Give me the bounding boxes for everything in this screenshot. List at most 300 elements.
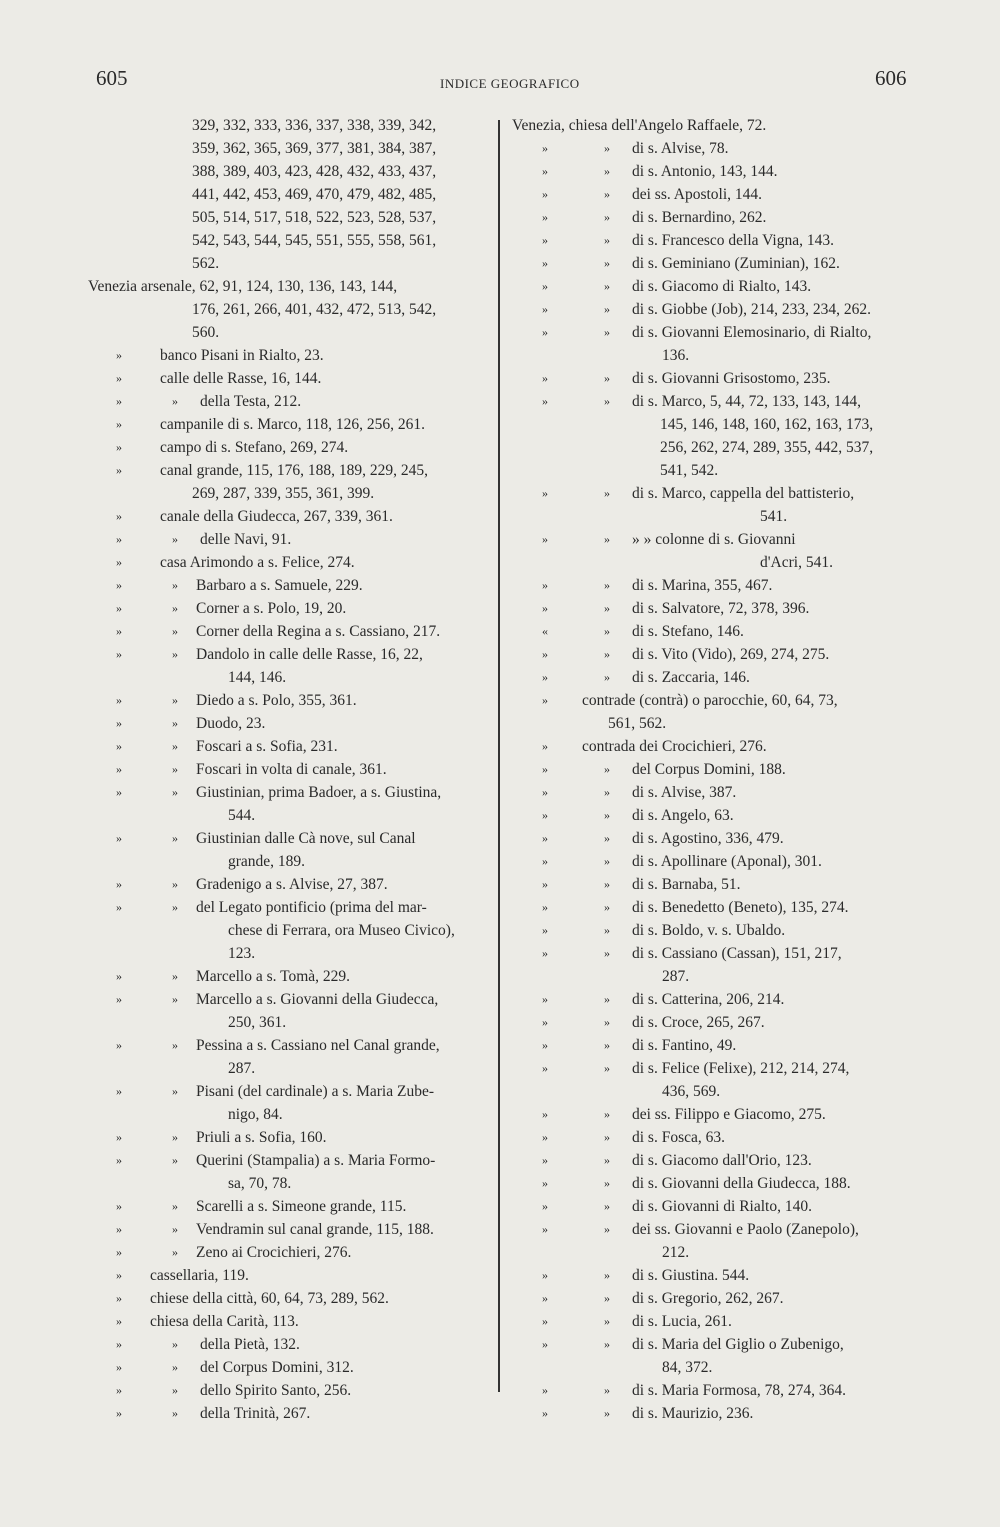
index-entry-text: di s. Agostino, 336, 479. bbox=[632, 830, 784, 847]
index-entry-text: di s. Maria del Giglio o Zubenigo, bbox=[632, 1336, 844, 1353]
index-entry-text: Duodo, 23. bbox=[196, 715, 266, 732]
index-entry-text: grande, 189. bbox=[228, 853, 306, 870]
index-entry-text: 436, 569. bbox=[662, 1083, 721, 1100]
ditto-mark: » bbox=[116, 555, 122, 569]
index-line bbox=[88, 321, 498, 344]
ditto-mark: » bbox=[172, 624, 178, 638]
index-line bbox=[512, 1149, 922, 1172]
index-entry-text: nigo, 84. bbox=[228, 1106, 283, 1123]
index-entry-text: della Trinità, 267. bbox=[200, 1405, 311, 1422]
index-line bbox=[88, 919, 498, 942]
ditto-mark: » bbox=[172, 877, 178, 891]
ditto-mark: » bbox=[116, 1314, 122, 1328]
page-header bbox=[0, 66, 1000, 96]
ditto-mark: » bbox=[172, 1153, 178, 1167]
index-line bbox=[88, 712, 498, 735]
index-line bbox=[88, 896, 498, 919]
ditto-mark: » bbox=[542, 233, 548, 247]
index-line bbox=[88, 1287, 498, 1310]
ditto-mark: » bbox=[604, 210, 610, 224]
index-entry-text: di s. Maurizio, 236. bbox=[632, 1405, 754, 1422]
ditto-mark: » bbox=[116, 1084, 122, 1098]
ditto-mark: » bbox=[542, 647, 548, 661]
index-line bbox=[512, 1011, 922, 1034]
index-line bbox=[512, 1333, 922, 1356]
ditto-mark: » bbox=[116, 1383, 122, 1397]
index-line bbox=[512, 183, 922, 206]
ditto-mark: » bbox=[116, 417, 122, 431]
index-entry-text: di s. Giustina. 544. bbox=[632, 1267, 750, 1284]
index-entry-text: casa Arimondo a s. Felice, 274. bbox=[160, 554, 355, 571]
index-entry-text: di s. Zaccaria, 146. bbox=[632, 669, 750, 686]
index-line bbox=[88, 873, 498, 896]
ditto-mark: » bbox=[172, 1222, 178, 1236]
index-entry-text: di s. Francesco della Vigna, 143. bbox=[632, 232, 834, 249]
column-divider bbox=[498, 120, 500, 1392]
index-entry-text: 541, 542. bbox=[660, 462, 719, 479]
index-entry-text: 560. bbox=[192, 324, 220, 341]
index-entry-text: di s. Alvise, 387. bbox=[632, 784, 737, 801]
index-entry-text: banco Pisani in Rialto, 23. bbox=[160, 347, 324, 364]
index-entry-text: 123. bbox=[228, 945, 256, 962]
index-entry-text: calle delle Rasse, 16, 144. bbox=[160, 370, 322, 387]
index-entry-text: di s. Felice (Felixe), 212, 214, 274, bbox=[632, 1060, 850, 1077]
index-line bbox=[88, 275, 498, 298]
index-line bbox=[88, 459, 498, 482]
index-line bbox=[512, 114, 922, 137]
index-entry-text: Marcello a s. Giovanni della Giudecca, bbox=[196, 991, 439, 1008]
index-entry-text: canal grande, 115, 176, 188, 189, 229, 245, bbox=[160, 462, 429, 479]
running-title: INDICE GEOGRAFICO bbox=[440, 76, 580, 91]
ditto-mark: » bbox=[542, 831, 548, 845]
index-line bbox=[512, 620, 922, 643]
index-entry-text: 145, 146, 148, 160, 162, 163, 173, bbox=[660, 416, 874, 433]
index-entry-text: di s. Marina, 355, 467. bbox=[632, 577, 773, 594]
index-entry-text: Corner della Regina a s. Cassiano, 217. bbox=[196, 623, 441, 640]
index-line bbox=[512, 850, 922, 873]
ditto-mark: » bbox=[116, 716, 122, 730]
index-line bbox=[88, 1034, 498, 1057]
ditto-mark: « bbox=[542, 624, 548, 638]
index-entry-text: di s. Maria Formosa, 78, 274, 364. bbox=[632, 1382, 846, 1399]
index-line bbox=[88, 1379, 498, 1402]
index-line bbox=[512, 1057, 922, 1080]
index-line bbox=[512, 1080, 922, 1103]
index-line bbox=[88, 367, 498, 390]
ditto-mark: » bbox=[172, 532, 178, 546]
ditto-mark: » bbox=[172, 992, 178, 1006]
index-line bbox=[88, 735, 498, 758]
ditto-mark: » bbox=[116, 1038, 122, 1052]
index-entry-text: 287. bbox=[228, 1060, 256, 1077]
index-line bbox=[512, 1195, 922, 1218]
ditto-mark: » bbox=[542, 1107, 548, 1121]
ditto-mark: » bbox=[542, 394, 548, 408]
ditto-mark: » bbox=[604, 1383, 610, 1397]
index-entry-text: dello Spirito Santo, 256. bbox=[200, 1382, 352, 1399]
ditto-mark: » bbox=[542, 164, 548, 178]
index-line bbox=[88, 781, 498, 804]
index-entry-text: 441, 442, 453, 469, 470, 479, 482, 485, bbox=[192, 186, 437, 203]
ditto-mark: » bbox=[604, 624, 610, 638]
ditto-mark: » bbox=[604, 808, 610, 822]
index-entry-text: di s. Croce, 265, 267. bbox=[632, 1014, 765, 1031]
index-entry-text: campo di s. Stefano, 269, 274. bbox=[160, 439, 349, 456]
index-line bbox=[512, 735, 922, 758]
ditto-mark: » bbox=[116, 463, 122, 477]
ditto-mark: » bbox=[542, 1222, 548, 1236]
ditto-mark: » bbox=[116, 877, 122, 891]
index-entry-text: di s. Marco, 5, 44, 72, 133, 143, 144, bbox=[632, 393, 862, 410]
index-entry-text: di s. Bernardino, 262. bbox=[632, 209, 767, 226]
index-entry-text: della Pietà, 132. bbox=[200, 1336, 300, 1353]
index-line bbox=[512, 896, 922, 919]
ditto-mark: » bbox=[542, 923, 548, 937]
index-line bbox=[88, 574, 498, 597]
ditto-mark: » bbox=[604, 647, 610, 661]
index-entry-text: dei ss. Giovanni e Paolo (Zanepolo), bbox=[632, 1221, 859, 1238]
ditto-mark: » bbox=[116, 762, 122, 776]
index-entry-text: Vendramin sul canal grande, 115, 188. bbox=[196, 1221, 434, 1238]
index-entry-text: contrada dei Crocichieri, 276. bbox=[582, 738, 767, 755]
index-entry-text: di s. Giovanni di Rialto, 140. bbox=[632, 1198, 812, 1215]
index-line bbox=[88, 1126, 498, 1149]
index-line bbox=[512, 689, 922, 712]
index-line bbox=[88, 1356, 498, 1379]
index-line bbox=[512, 1310, 922, 1333]
ditto-mark: » bbox=[172, 1084, 178, 1098]
ditto-mark: » bbox=[542, 1061, 548, 1075]
ditto-mark: » bbox=[116, 900, 122, 914]
ditto-mark: » bbox=[604, 302, 610, 316]
index-line bbox=[88, 229, 498, 252]
ditto-mark: » bbox=[604, 187, 610, 201]
ditto-mark: » bbox=[604, 164, 610, 178]
index-line bbox=[512, 1356, 922, 1379]
ditto-mark: » bbox=[604, 233, 610, 247]
ditto-mark: » bbox=[172, 785, 178, 799]
index-line bbox=[512, 827, 922, 850]
ditto-mark: » bbox=[542, 946, 548, 960]
index-entry-text: dei ss. Filippo e Giacomo, 275. bbox=[632, 1106, 826, 1123]
ditto-mark: » bbox=[116, 1153, 122, 1167]
index-entry-text: di s. Alvise, 78. bbox=[632, 140, 729, 157]
index-entry-text: Giustinian, prima Badoer, a s. Giustina, bbox=[196, 784, 442, 801]
ditto-mark: » bbox=[604, 1061, 610, 1075]
index-line bbox=[88, 827, 498, 850]
index-line bbox=[512, 413, 922, 436]
ditto-mark: » bbox=[172, 1038, 178, 1052]
ditto-mark: » bbox=[172, 394, 178, 408]
index-entry-text: di s. Giovanni Grisostomo, 235. bbox=[632, 370, 831, 387]
index-line bbox=[512, 551, 922, 574]
index-entry-text: di s. Fosca, 63. bbox=[632, 1129, 725, 1146]
index-entry-text: Corner a s. Polo, 19, 20. bbox=[196, 600, 347, 617]
ditto-mark: » bbox=[172, 647, 178, 661]
index-line bbox=[88, 505, 498, 528]
index-entry-text: di s. Giacomo dall'Orio, 123. bbox=[632, 1152, 812, 1169]
ditto-mark: » bbox=[542, 1337, 548, 1351]
index-entry-text: di s. Giobbe (Job), 214, 233, 234, 262. bbox=[632, 301, 871, 318]
ditto-mark: » bbox=[604, 141, 610, 155]
index-entry-text: di s. Antonio, 143, 144. bbox=[632, 163, 778, 180]
index-entry-text: 329, 332, 333, 336, 337, 338, 339, 342, bbox=[192, 117, 437, 134]
ditto-mark: » bbox=[116, 624, 122, 638]
index-line bbox=[512, 712, 922, 735]
index-entry-text: 256, 262, 274, 289, 355, 442, 537, bbox=[660, 439, 874, 456]
index-line bbox=[88, 1172, 498, 1195]
index-entry-text: 212. bbox=[662, 1244, 690, 1261]
ditto-mark: » bbox=[542, 601, 548, 615]
ditto-mark: » bbox=[542, 670, 548, 684]
ditto-mark: » bbox=[116, 647, 122, 661]
index-line bbox=[88, 804, 498, 827]
ditto-mark: » bbox=[604, 831, 610, 845]
index-line bbox=[88, 850, 498, 873]
index-entry-text: Pisani (del cardinale) a s. Maria Zube- bbox=[196, 1083, 435, 1100]
ditto-mark: » bbox=[604, 854, 610, 868]
ditto-mark: » bbox=[172, 601, 178, 615]
ditto-mark: » bbox=[116, 348, 122, 362]
ditto-mark: » bbox=[116, 440, 122, 454]
ditto-mark: » bbox=[116, 1268, 122, 1282]
ditto-mark: » bbox=[116, 693, 122, 707]
ditto-mark: » bbox=[604, 1153, 610, 1167]
index-line bbox=[88, 965, 498, 988]
index-entry-text: Pessina a s. Cassiano nel Canal grande, bbox=[196, 1037, 440, 1054]
index-line bbox=[88, 666, 498, 689]
index-line bbox=[512, 919, 922, 942]
ditto-mark: » bbox=[172, 739, 178, 753]
index-line bbox=[88, 1333, 498, 1356]
ditto-mark: » bbox=[604, 1107, 610, 1121]
ditto-mark: » bbox=[116, 1337, 122, 1351]
ditto-mark: » bbox=[604, 486, 610, 500]
index-line bbox=[512, 1218, 922, 1241]
index-line bbox=[512, 1172, 922, 1195]
index-line bbox=[512, 1126, 922, 1149]
index-entry-text: delle Navi, 91. bbox=[200, 531, 292, 548]
index-entry-text: Venezia, chiesa dell'Angelo Raffaele, 72. bbox=[512, 117, 767, 134]
ditto-mark: » bbox=[116, 1199, 122, 1213]
index-line bbox=[512, 1264, 922, 1287]
index-line bbox=[512, 482, 922, 505]
ditto-mark: » bbox=[604, 1176, 610, 1190]
ditto-mark: » bbox=[116, 532, 122, 546]
index-line bbox=[88, 1264, 498, 1287]
index-entry-text: di s. Catterina, 206, 214. bbox=[632, 991, 785, 1008]
ditto-mark: » bbox=[604, 1199, 610, 1213]
ditto-mark: » bbox=[542, 1153, 548, 1167]
ditto-mark: » bbox=[542, 808, 548, 822]
ditto-mark: » bbox=[542, 486, 548, 500]
index-entry-text: di s. Barnaba, 51. bbox=[632, 876, 741, 893]
ditto-mark: » bbox=[116, 394, 122, 408]
ditto-mark: » bbox=[604, 1015, 610, 1029]
index-entry-text: Scarelli a s. Simeone grande, 115. bbox=[196, 1198, 407, 1215]
index-entry-text: 541. bbox=[760, 508, 788, 525]
ditto-mark: » bbox=[172, 1245, 178, 1259]
ditto-mark: » bbox=[542, 693, 548, 707]
ditto-mark: » bbox=[604, 256, 610, 270]
ditto-mark: » bbox=[542, 1199, 548, 1213]
ditto-mark: » bbox=[542, 1314, 548, 1328]
index-entry-text: 542, 543, 544, 545, 551, 555, 558, 561, bbox=[192, 232, 437, 249]
index-entry-text: 544. bbox=[228, 807, 256, 824]
index-entry-text: 505, 514, 517, 518, 522, 523, 528, 537, bbox=[192, 209, 437, 226]
index-entry-text: del Corpus Domini, 312. bbox=[200, 1359, 354, 1376]
index-entry-text: della Testa, 212. bbox=[200, 393, 302, 410]
index-entry-text: Priuli a s. Sofia, 160. bbox=[196, 1129, 327, 1146]
ditto-mark: » bbox=[542, 210, 548, 224]
index-line bbox=[512, 781, 922, 804]
ditto-mark: » bbox=[604, 923, 610, 937]
index-entry-text: Foscari a s. Sofia, 231. bbox=[196, 738, 338, 755]
index-entry-text: 359, 362, 365, 369, 377, 381, 384, 387, bbox=[192, 140, 437, 157]
index-entry-text: sa, 70, 78. bbox=[228, 1175, 292, 1192]
index-entry-text: 287. bbox=[662, 968, 690, 985]
index-entry-text: di s. Apollinare (Aponal), 301. bbox=[632, 853, 822, 870]
index-line bbox=[512, 1103, 922, 1126]
ditto-mark: » bbox=[172, 900, 178, 914]
ditto-mark: » bbox=[604, 992, 610, 1006]
index-entry-text: di s. Salvatore, 72, 378, 396. bbox=[632, 600, 810, 617]
ditto-mark: » bbox=[604, 394, 610, 408]
index-line bbox=[88, 1310, 498, 1333]
index-entry-text: Barbaro a s. Samuele, 229. bbox=[196, 577, 363, 594]
ditto-mark: » bbox=[116, 1222, 122, 1236]
index-entry-text: dei ss. Apostoli, 144. bbox=[632, 186, 763, 203]
index-line bbox=[88, 206, 498, 229]
index-entry-text: chese di Ferrara, ora Museo Civico), bbox=[228, 922, 455, 939]
index-line bbox=[88, 160, 498, 183]
index-line bbox=[88, 1080, 498, 1103]
index-line bbox=[88, 413, 498, 436]
index-entry-text: del Legato pontificio (prima del mar- bbox=[196, 899, 427, 916]
ditto-mark: » bbox=[604, 1268, 610, 1282]
index-entry-text: di s. Vito (Vido), 269, 274, 275. bbox=[632, 646, 830, 663]
ditto-mark: » bbox=[172, 762, 178, 776]
ditto-mark: » bbox=[116, 509, 122, 523]
index-line bbox=[88, 137, 498, 160]
ditto-mark: » bbox=[604, 279, 610, 293]
index-line bbox=[88, 528, 498, 551]
index-line bbox=[88, 1195, 498, 1218]
ditto-mark: » bbox=[542, 1015, 548, 1029]
ditto-mark: » bbox=[542, 532, 548, 546]
index-line bbox=[88, 758, 498, 781]
index-entry-text: di s. Gregorio, 262, 267. bbox=[632, 1290, 784, 1307]
ditto-mark: » bbox=[604, 601, 610, 615]
ditto-mark: » bbox=[172, 1360, 178, 1374]
index-entry-text: di s. Angelo, 63. bbox=[632, 807, 734, 824]
index-entry-text: Dandolo in calle delle Rasse, 16, 22, bbox=[196, 646, 423, 663]
index-entry-text: » » colonne di s. Giovanni bbox=[632, 531, 796, 548]
index-entry-text: Giustinian dalle Cà nove, sul Canal bbox=[196, 830, 416, 847]
index-line bbox=[512, 758, 922, 781]
index-line bbox=[512, 137, 922, 160]
index-line bbox=[88, 1011, 498, 1034]
index-line bbox=[512, 643, 922, 666]
index-line bbox=[512, 344, 922, 367]
ditto-mark: » bbox=[542, 1130, 548, 1144]
index-entry-text: 388, 389, 403, 423, 428, 432, 433, 437, bbox=[192, 163, 437, 180]
ditto-mark: » bbox=[116, 1360, 122, 1374]
index-entry-text: Gradenigo a s. Alvise, 27, 387. bbox=[196, 876, 388, 893]
right-index-column bbox=[512, 114, 922, 1425]
index-entry-text: di s. Giacomo di Rialto, 143. bbox=[632, 278, 812, 295]
index-line bbox=[512, 666, 922, 689]
index-line bbox=[512, 229, 922, 252]
ditto-mark: » bbox=[542, 1176, 548, 1190]
ditto-mark: » bbox=[604, 325, 610, 339]
index-line bbox=[512, 436, 922, 459]
index-entry-text: Foscari in volta di canale, 361. bbox=[196, 761, 387, 778]
ditto-mark: » bbox=[604, 1406, 610, 1420]
ditto-mark: » bbox=[542, 739, 548, 753]
index-entry-text: 562. bbox=[192, 255, 220, 272]
index-entry-text: di s. Geminiano (Zuminian), 162. bbox=[632, 255, 840, 272]
ditto-mark: » bbox=[172, 1383, 178, 1397]
ditto-mark: » bbox=[542, 1038, 548, 1052]
index-line bbox=[88, 988, 498, 1011]
index-line bbox=[88, 344, 498, 367]
index-line bbox=[512, 1287, 922, 1310]
index-entry-text: d'Acri, 541. bbox=[760, 554, 833, 571]
ditto-mark: » bbox=[542, 992, 548, 1006]
index-line bbox=[512, 367, 922, 390]
index-entry-text: di s. Stefano, 146. bbox=[632, 623, 744, 640]
ditto-mark: » bbox=[604, 877, 610, 891]
ditto-mark: » bbox=[172, 716, 178, 730]
index-line bbox=[512, 574, 922, 597]
ditto-mark: » bbox=[116, 785, 122, 799]
index-line bbox=[512, 390, 922, 413]
index-line bbox=[512, 988, 922, 1011]
index-line bbox=[88, 436, 498, 459]
ditto-mark: » bbox=[604, 670, 610, 684]
index-line bbox=[512, 1379, 922, 1402]
ditto-mark: » bbox=[542, 371, 548, 385]
right-page-number: 606 bbox=[875, 66, 907, 90]
ditto-mark: » bbox=[604, 1314, 610, 1328]
ditto-mark: » bbox=[604, 1038, 610, 1052]
ditto-mark: » bbox=[604, 1337, 610, 1351]
index-line bbox=[88, 643, 498, 666]
index-line bbox=[88, 1402, 498, 1425]
ditto-mark: » bbox=[116, 1291, 122, 1305]
index-line bbox=[88, 1057, 498, 1080]
index-entry-text: di s. Benedetto (Beneto), 135, 274. bbox=[632, 899, 849, 916]
index-entry-text: canale della Giudecca, 267, 339, 361. bbox=[160, 508, 393, 525]
left-index-column bbox=[88, 114, 498, 1425]
index-entry-text: 250, 361. bbox=[228, 1014, 287, 1031]
ditto-mark: » bbox=[604, 1222, 610, 1236]
index-line bbox=[88, 551, 498, 574]
ditto-mark: » bbox=[172, 1199, 178, 1213]
ditto-mark: » bbox=[172, 1337, 178, 1351]
index-entry-text: 176, 261, 266, 401, 432, 472, 513, 542, bbox=[192, 301, 437, 318]
ditto-mark: » bbox=[542, 302, 548, 316]
index-entry-text: del Corpus Domini, 188. bbox=[632, 761, 786, 778]
ditto-mark: » bbox=[604, 762, 610, 776]
index-entry-text: 144, 146. bbox=[228, 669, 287, 686]
ditto-mark: » bbox=[542, 854, 548, 868]
index-line bbox=[88, 1103, 498, 1126]
ditto-mark: » bbox=[604, 578, 610, 592]
ditto-mark: » bbox=[604, 785, 610, 799]
index-line bbox=[88, 252, 498, 275]
